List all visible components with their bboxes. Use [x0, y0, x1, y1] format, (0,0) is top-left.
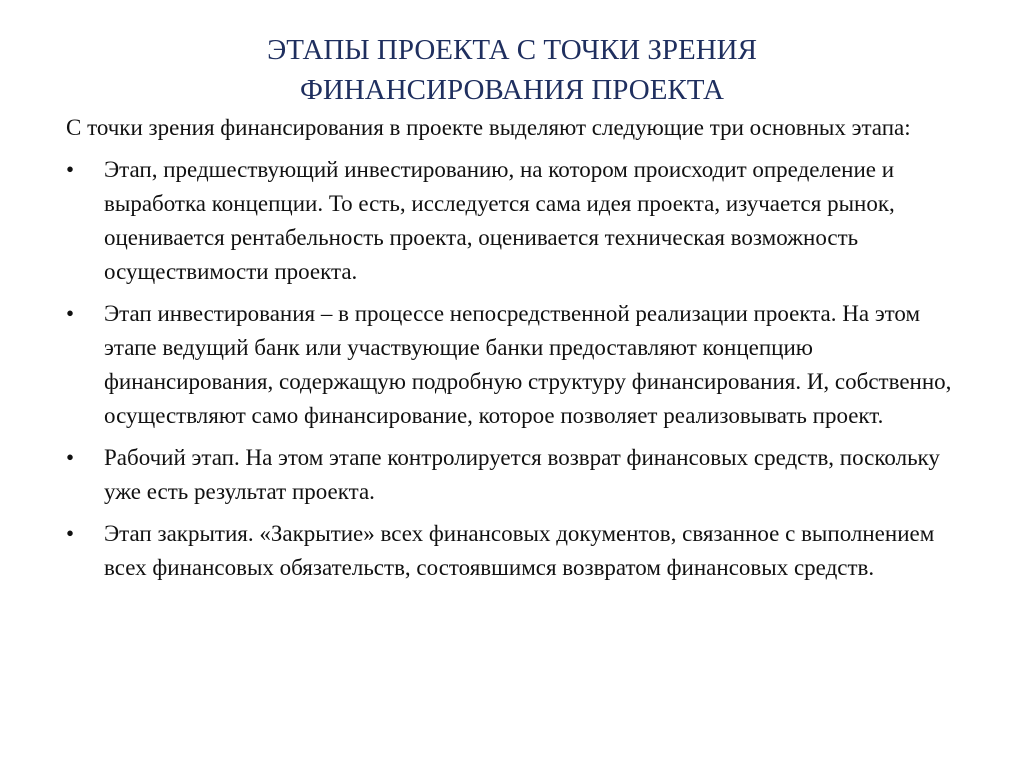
bullet-icon: •	[66, 521, 75, 546]
slide-body	[66, 111, 966, 593]
slide-title	[60, 30, 964, 110]
bullet-icon: •	[66, 157, 75, 182]
list-item	[66, 153, 966, 289]
stages-list	[66, 153, 966, 585]
intro-paragraph: С точки зрения финансирования в проекте выделяют следующие три основных этапа:	[66, 115, 911, 140]
slide-title-line-1: ЭТАПЫ ПРОЕКТА С ТОЧКИ ЗРЕНИЯ	[267, 34, 757, 66]
bullet-text: Рабочий этап. На этом этапе контролируется возврат финансовых средств, поскольку уже есть результат проекта.	[104, 445, 940, 504]
bullet-text: Этап, предшествующий инвестированию, на котором происходит определение и выработка концепции. То есть, исследуется сама идея проекта, изучается рынок, оценивается рентабельность проекта, оценивается техническая возможность осуществимости проекта.	[104, 157, 895, 284]
bullet-icon: •	[66, 445, 75, 470]
slide-title-line-2: ФИНАНСИРОВАНИЯ ПРОЕКТА	[300, 74, 724, 106]
list-item	[66, 441, 966, 509]
bullet-text: Этап инвестирования – в процессе непосредственной реализации проекта. На этом этапе ведущий банк или участвующие банки предоставляют концепцию финансирования, содержащую подробную структуру финансирования. И, собственно, осуществляют само финансирование, которое позволяет реализовывать проект.	[104, 301, 952, 428]
list-item	[66, 297, 966, 433]
list-item	[66, 517, 966, 585]
bullet-text: Этап закрытия. «Закрытие» всех финансовых документов, связанное с выполнением всех финансовых обязательств, состоявшимся возвратом финансовых средств.	[104, 521, 935, 580]
bullet-icon: •	[66, 301, 75, 326]
